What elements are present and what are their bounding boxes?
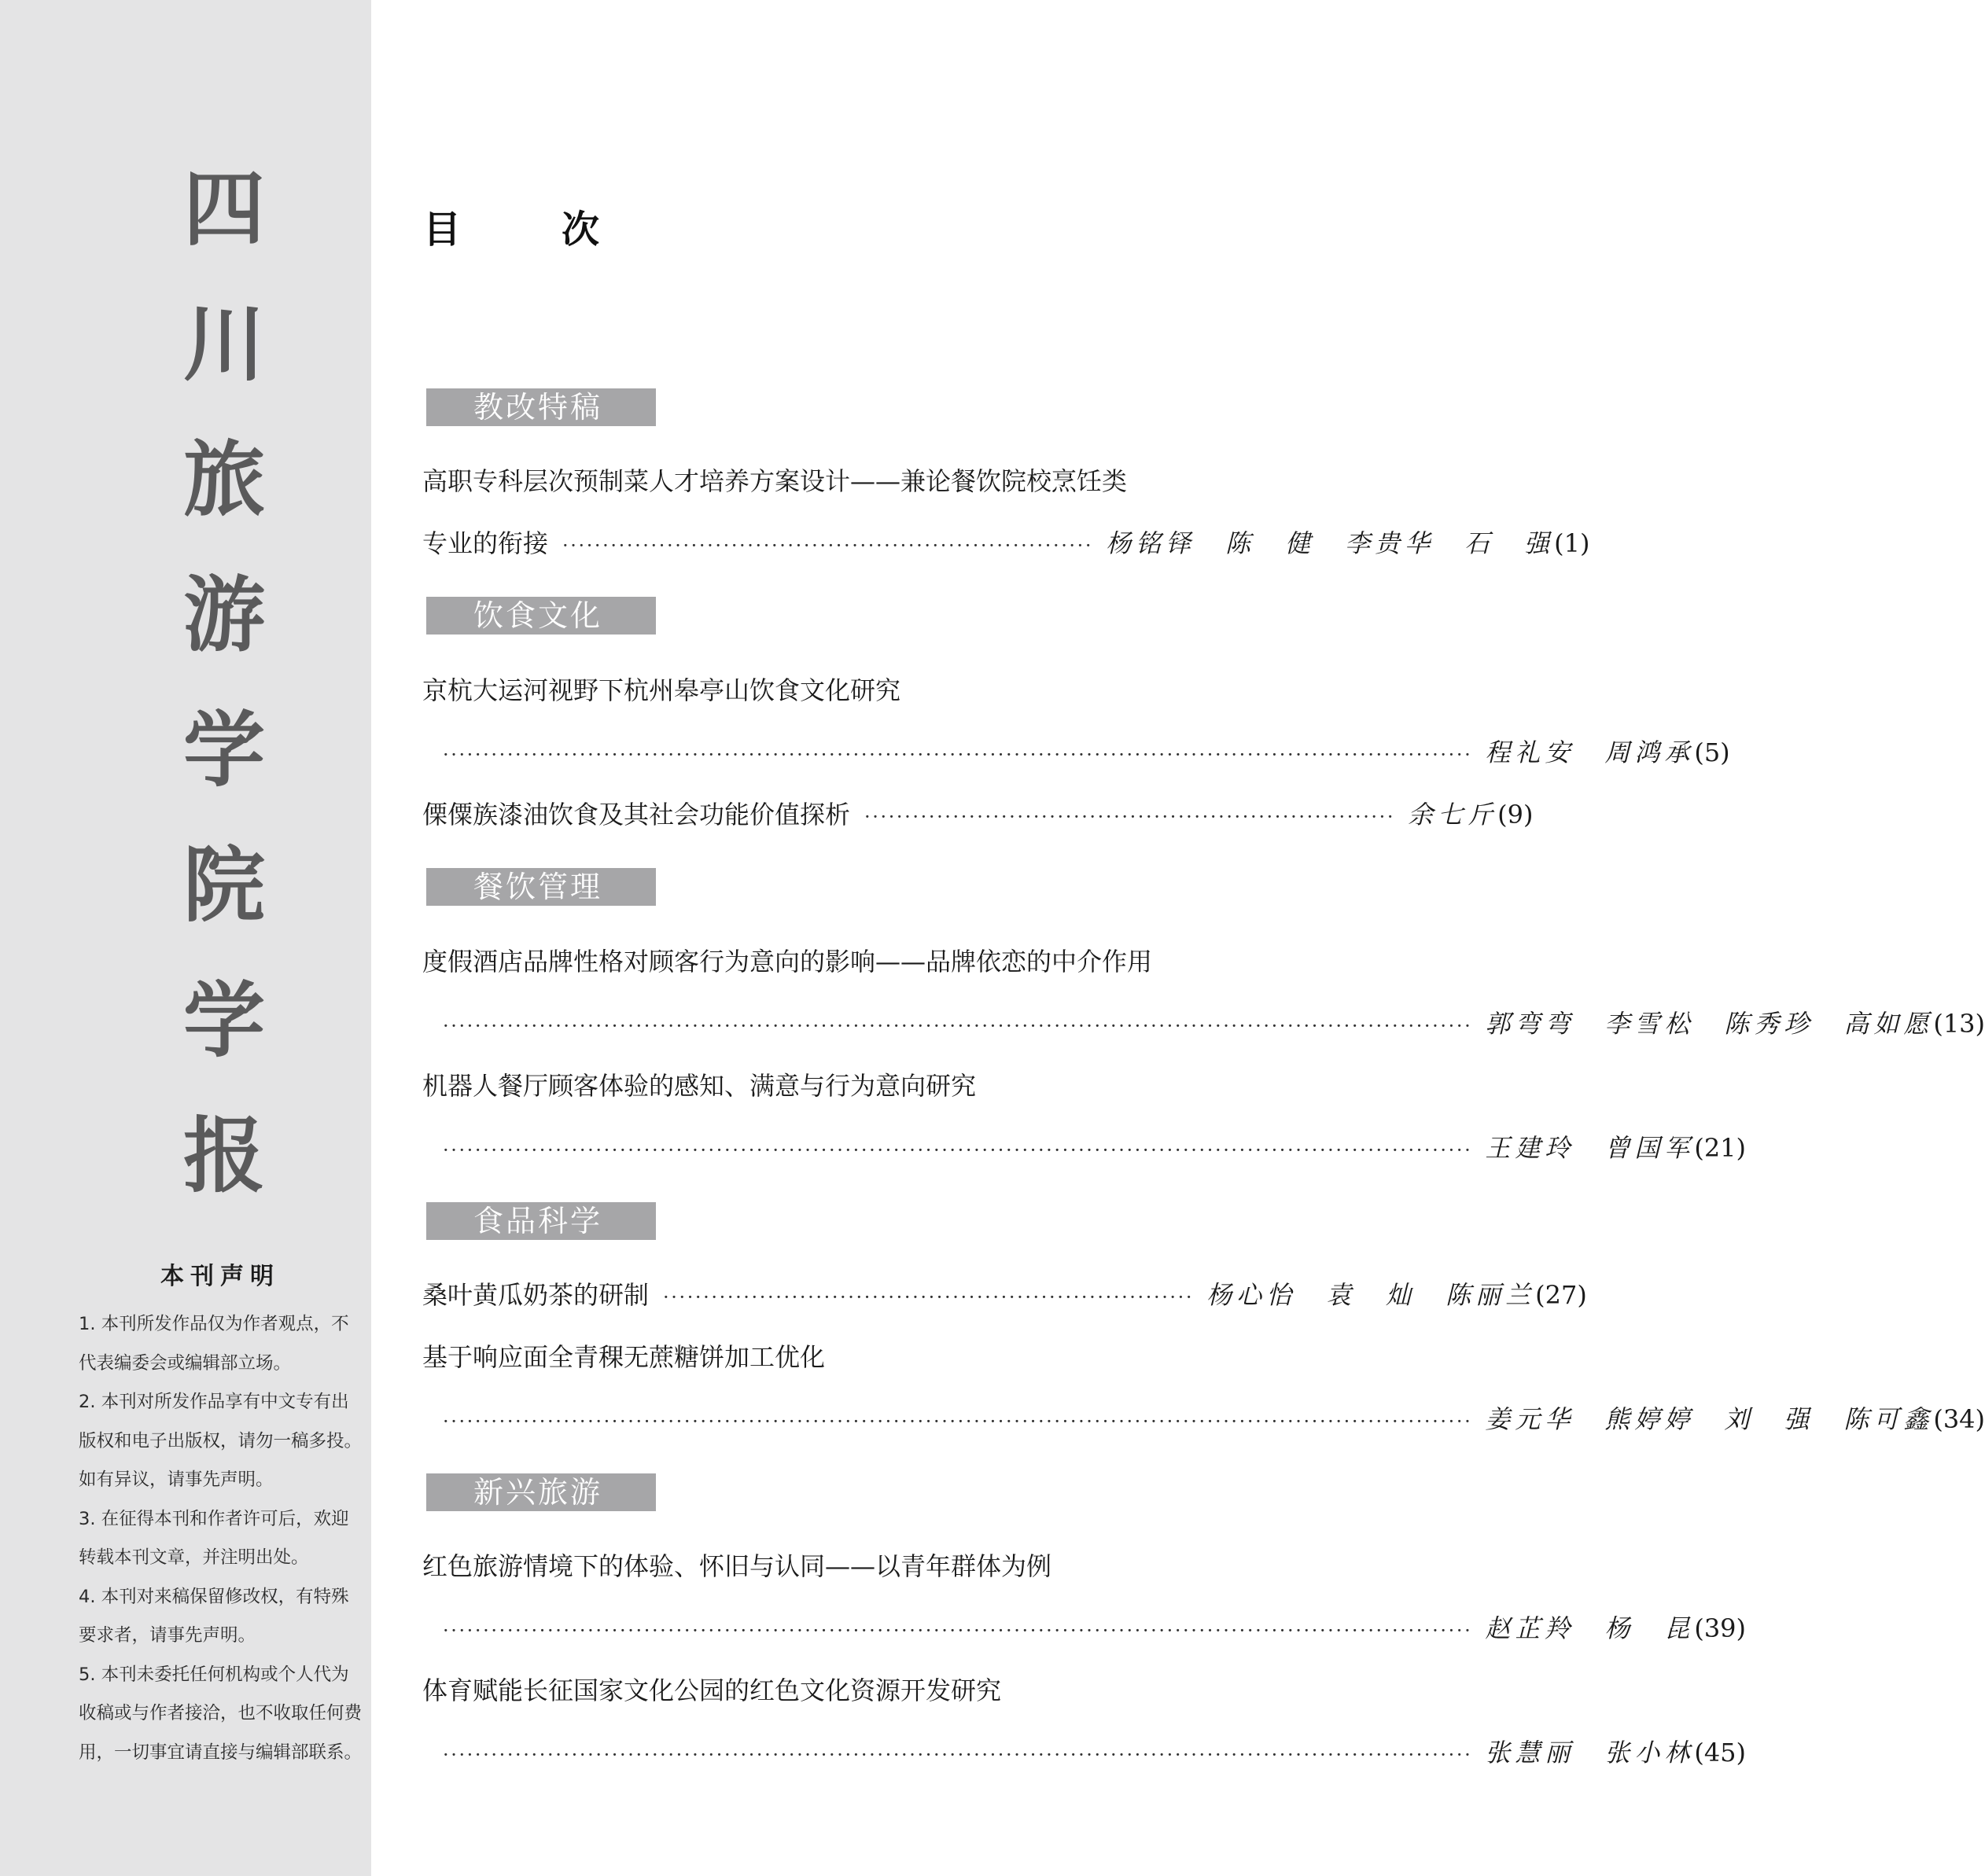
toc-entry[interactable] — [422, 521, 1590, 565]
leader-dots: ································································································································ — [443, 1411, 1473, 1433]
toc-authors: 杨心怡 袁 灿 陈丽兰 — [1206, 1280, 1536, 1310]
toc-page: (5) — [1694, 738, 1730, 767]
toc-authors: 余七斤 — [1408, 800, 1498, 829]
notice-body — [79, 1305, 362, 1772]
leader-dots: ·································································· — [663, 1286, 1195, 1308]
toc-authors: 赵芷羚 杨 昆 — [1485, 1613, 1695, 1643]
toc-entry[interactable] — [422, 1731, 1747, 1775]
toc-article-title: 傈僳族漆油饮食及其社会功能价值探析 — [422, 800, 851, 829]
notice-paragraph: 5. 本刊未委托任何机构或个人代为收稿或与作者接洽，也不收取任何费用，一切事宜请直接与编辑部联系。 — [79, 1664, 363, 1763]
leader-dots: ·································································· — [562, 535, 1094, 557]
toc-page: (34) — [1933, 1404, 1985, 1434]
section-header: 餐饮管理 — [426, 868, 656, 906]
section-header: 教改特稿 — [426, 388, 656, 426]
toc-page: (1) — [1554, 528, 1590, 558]
leader-dots: ································································································································ — [443, 1015, 1473, 1037]
journal-title-char: 院 — [182, 837, 265, 933]
section-header: 新兴旅游 — [426, 1473, 656, 1511]
toc-article-title[interactable]: 体育赋能长征国家文化公园的红色文化资源开发研究 — [422, 1676, 1002, 1705]
toc-heading-right: 次 — [562, 208, 600, 252]
notice-paragraph: 2. 本刊对所发作品享有中文专有出版权和电子出版权，请勿一稿多投。如有异议，请事先声明。 — [79, 1392, 363, 1490]
toc-page: (13) — [1933, 1009, 1985, 1039]
toc-entry[interactable] — [422, 730, 1730, 774]
leader-dots: ·································································· — [864, 806, 1396, 828]
notice-heading: 本刊声明 — [160, 1263, 280, 1290]
toc-article-title[interactable]: 京杭大运河视野下杭州皋亭山饮食文化研究 — [422, 675, 901, 705]
toc-article-title: 桑叶黄瓜奶茶的研制 — [422, 1280, 650, 1310]
toc-page: (21) — [1694, 1133, 1747, 1163]
toc-article-title[interactable]: 红色旅游情境下的体验、怀旧与认同——以青年群体为例 — [422, 1551, 1052, 1581]
toc-heading-left: 目 — [423, 208, 462, 252]
toc-article-title: 专业的衔接 — [422, 528, 549, 558]
toc-entry[interactable] — [422, 1397, 1985, 1441]
leader-dots: ································································································································ — [443, 1620, 1473, 1642]
journal-title-char: 报 — [182, 1108, 265, 1204]
toc-article-title[interactable]: 度假酒店品牌性格对顾客行为意向的影响——品牌依恋的中介作用 — [422, 947, 1153, 977]
toc-article-title[interactable]: 机器人餐厅顾客体验的感知、满意与行为意向研究 — [422, 1071, 977, 1101]
sidebar — [0, 0, 371, 1876]
journal-title-char: 四 — [182, 161, 265, 257]
toc-entry[interactable] — [422, 1273, 1587, 1317]
toc-page: (27) — [1535, 1280, 1587, 1310]
toc-page: (9) — [1497, 800, 1534, 829]
toc-authors: 杨铭铎 陈 健 李贵华 石 强 — [1106, 528, 1555, 558]
toc-authors: 张慧丽 张小林 — [1485, 1738, 1695, 1767]
leader-dots: ································································································································ — [443, 744, 1473, 766]
toc-entry[interactable] — [422, 1126, 1747, 1170]
toc-entry[interactable] — [422, 1606, 1747, 1650]
notice-paragraph: 4. 本刊对来稿保留修改权，有特殊要求者，请事先声明。 — [79, 1586, 349, 1646]
toc-page: (39) — [1694, 1613, 1747, 1643]
leader-dots: ································································································································ — [443, 1744, 1473, 1766]
toc-heading — [423, 206, 599, 253]
journal-title-char: 学 — [182, 973, 265, 1069]
toc-article-title[interactable]: 基于响应面全青稞无蔗糖饼加工优化 — [422, 1342, 826, 1372]
toc-authors: 王建玲 曾国军 — [1485, 1133, 1695, 1163]
journal-title-char: 游 — [182, 567, 265, 663]
toc-entry[interactable] — [422, 1002, 1985, 1046]
toc-entry[interactable] — [422, 793, 1534, 837]
toc-authors: 姜元华 熊婷婷 刘 强 陈可鑫 — [1485, 1404, 1934, 1434]
toc-authors: 程礼安 周鸿承 — [1485, 738, 1695, 767]
journal-title-char: 旅 — [182, 432, 265, 528]
toc-authors: 郭弯弯 李雪松 陈秀珍 高如愿 — [1485, 1009, 1934, 1039]
journal-title-char: 学 — [182, 702, 265, 798]
toc-page: (45) — [1694, 1738, 1747, 1767]
notice-paragraph: 1. 本刊所发作品仅为作者观点，不代表编委会或编辑部立场。 — [79, 1314, 349, 1374]
leader-dots: ································································································································ — [443, 1139, 1473, 1161]
journal-title — [173, 142, 275, 1223]
section-header: 食品科学 — [426, 1202, 656, 1240]
toc-article-title[interactable]: 高职专科层次预制菜人才培养方案设计——兼论餐饮院校烹饪类 — [422, 466, 1128, 496]
section-header: 饮食文化 — [426, 597, 656, 635]
notice-paragraph: 3. 在征得本刊和作者许可后，欢迎转载本刊文章，并注明出处。 — [79, 1508, 349, 1568]
journal-title-char: 川 — [182, 296, 265, 392]
